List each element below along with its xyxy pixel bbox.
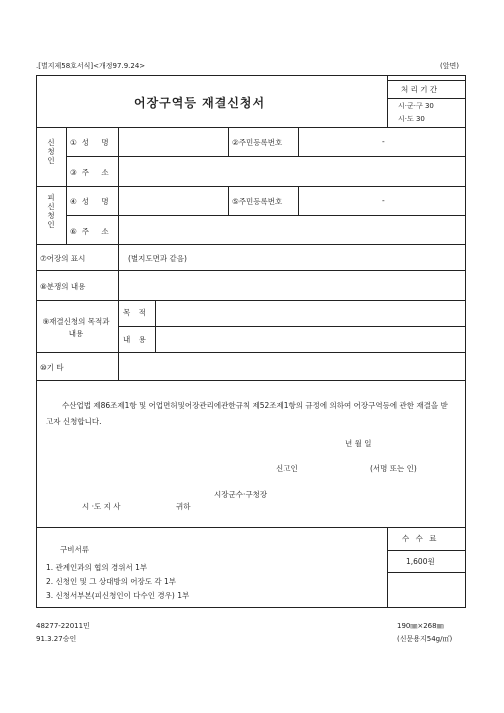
line-respondent-id-left	[228, 186, 229, 215]
respondent-group-label: 피신청인	[47, 193, 55, 229]
approval-date: 91.3.27승인	[36, 635, 77, 643]
recipient-label: 귀하	[176, 502, 191, 511]
respondent-name-label: ④성 명	[70, 197, 114, 206]
applicant-address-label: ③주 소	[70, 168, 114, 177]
paper-type: (신문용지54g/㎡)	[397, 635, 453, 643]
page-side-label: (앞면)	[440, 62, 459, 70]
line-ruling-mid	[118, 326, 466, 327]
line-label-column	[118, 127, 119, 244]
purpose-label: 목 적	[123, 308, 149, 317]
form-title: 어장구역등 재결신청서	[134, 96, 266, 110]
line-statement-bottom	[36, 527, 466, 528]
line-other-bottom	[36, 380, 466, 381]
line-fishery-bottom	[36, 270, 466, 271]
authority-city: 시장군수·구청장	[214, 490, 268, 499]
attachment-item-2: 2. 신청인 및 그 상대방의 어장도 각 1부	[46, 577, 177, 586]
attachment-item-3: 3. 신청서부본(피신청인이 다수인 경우) 1부	[46, 591, 190, 600]
paper-size: 190㎜×268㎜	[397, 622, 444, 630]
signature-note: (서명 또는 인)	[370, 464, 417, 473]
attachments-title: 구비서류	[60, 545, 89, 554]
ruling-label: ⑨재결신청의 목적과내용	[42, 317, 110, 338]
fee-label: 수 수 료	[402, 534, 439, 543]
respondent-address-label: ⑥주 소	[70, 227, 114, 236]
processing-period-label: 처 리 기 간	[401, 85, 438, 94]
processing-period-city: 시·군·구 30	[398, 102, 434, 110]
line-ruling-bottom	[36, 352, 466, 353]
line-applicant-id-right	[298, 127, 299, 156]
line-applicant-mid	[66, 156, 466, 157]
dispute-label: ⑧분쟁의 내용	[40, 282, 86, 291]
authority-province: 시 ·도 지 사	[82, 502, 121, 511]
fishery-value: (별지도면과 같음)	[128, 254, 187, 263]
line-respondent-id-right	[298, 186, 299, 215]
line-other-label-column	[118, 352, 119, 380]
line-ruling-sub-column	[155, 300, 156, 352]
attachment-item-1: 1. 관계인과의 협의 경위서 1부	[46, 563, 148, 572]
line-applicant-id-left	[228, 127, 229, 156]
line-title-bottom	[36, 127, 466, 128]
line-applicant-bottom	[36, 186, 466, 187]
line-title-divider	[387, 75, 388, 127]
line-fee-mid	[387, 550, 466, 551]
line-dispute-bottom	[36, 300, 466, 301]
form-frame	[36, 75, 466, 608]
applicant-id-label: ②주민등록번호	[232, 138, 283, 147]
line-fee-bottom	[387, 572, 466, 573]
line-period-top	[387, 80, 466, 81]
line-respondent-bottom	[36, 244, 466, 245]
line-rows-label-column	[118, 244, 119, 300]
line-fee-divider	[387, 527, 388, 608]
application-statement: 수산업법 제86조제1항 및 어업면허및어장관리에관한규칙 제52조제1항의 규정에 의하여 어장구역등에 관한 재결을 받고자 신청합니다.	[46, 401, 448, 426]
fee-value: 1,600원	[406, 557, 435, 566]
line-group-column	[66, 127, 67, 244]
reporter-label: 신고인	[276, 464, 298, 473]
applicant-name-label: ①성 명	[70, 138, 114, 147]
date-line: 년 월 일	[345, 439, 372, 448]
form-reference: .[별지제58호서식]<개정97.9.24>	[36, 62, 146, 70]
applicant-id-value: -	[382, 137, 385, 146]
fishery-label: ⑦어장의 표시	[40, 254, 86, 263]
respondent-id-label: ⑤주민등록번호	[232, 197, 283, 206]
applicant-group-label: 신청인	[47, 138, 55, 165]
other-label: ⑩기 타	[40, 363, 64, 372]
processing-period-province: 시·도 30	[398, 115, 425, 123]
content-label: 내 용	[123, 335, 149, 344]
line-respondent-mid	[66, 215, 466, 216]
line-period-mid	[387, 98, 466, 99]
respondent-id-value: -	[382, 196, 385, 205]
form-code: 48277-22011민	[36, 622, 90, 630]
line-ruling-label-column	[118, 300, 119, 352]
